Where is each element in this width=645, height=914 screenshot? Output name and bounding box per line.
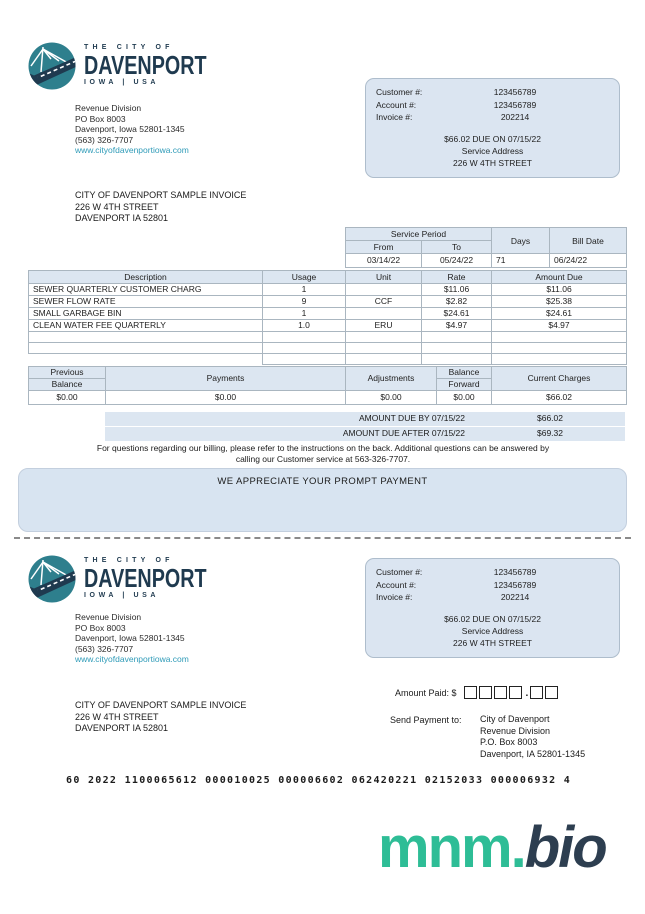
website-link[interactable]: www.cityofdavenportiowa.com — [75, 145, 189, 155]
payee-line: P.O. Box 8003 — [480, 737, 538, 747]
charge-rate: $24.61 — [422, 308, 492, 320]
mailing-line: CITY OF DAVENPORT SAMPLE INVOICE — [75, 190, 247, 200]
brand-block — [84, 557, 245, 599]
service-address-label: Service Address — [461, 625, 524, 636]
charge-unit: CCF — [346, 296, 422, 308]
charges-table — [28, 270, 627, 365]
charge-amount: $25.38 — [492, 296, 627, 308]
amount-paid-box[interactable] — [494, 686, 507, 699]
balance-forward-header-bottom: Forward — [437, 379, 492, 391]
usage-header: Usage — [263, 271, 346, 284]
bill-date-value: 06/24/22 — [550, 254, 627, 268]
days-value: 71 — [492, 254, 550, 268]
amount-due-after-value: $69.32 — [537, 428, 563, 438]
empty-row — [29, 332, 627, 343]
invoice-number-label: Invoice #: — [376, 112, 413, 122]
customer-number-label: Customer #: — [376, 87, 423, 97]
charge-description: SMALL GARBAGE BIN — [29, 308, 263, 320]
mailing-address — [75, 700, 246, 735]
amount-paid-box[interactable] — [509, 686, 522, 699]
division-line: Davenport, Iowa 52801-1345 — [75, 633, 185, 643]
brand-block — [84, 44, 245, 86]
watermark-green-text: mnm. — [378, 815, 525, 880]
customer-info-box — [365, 78, 620, 178]
invoice-number-value: 202214 — [500, 112, 530, 122]
amount-due-by-value: $66.02 — [537, 413, 563, 423]
amount-due-line: $66.02 DUE ON 07/15/22 — [444, 613, 541, 624]
service-period-table — [345, 227, 627, 268]
mailing-line: 226 W 4TH STREET — [75, 711, 159, 722]
mailing-line: DAVENPORT IA 52801 — [75, 723, 169, 733]
service-address-label: Service Address — [461, 145, 524, 156]
division-line: Revenue Division — [75, 612, 142, 622]
empty-row — [29, 343, 627, 354]
mailing-address — [75, 190, 246, 225]
invoice-number-label: Invoice #: — [376, 592, 413, 602]
charge-amount: $4.97 — [492, 320, 627, 332]
charge-usage: 9 — [263, 296, 346, 308]
payee-line: Davenport, IA 52801-1345 — [480, 748, 586, 759]
decimal-separator: . — [525, 688, 529, 699]
davenport-bridge-logo-icon — [28, 555, 76, 603]
current-charges-value: $66.02 — [492, 391, 627, 405]
charge-row — [29, 284, 627, 296]
charge-row — [29, 320, 627, 332]
charge-unit — [346, 308, 422, 320]
customer-number-label: Customer #: — [376, 567, 423, 577]
send-payment-label: Send Payment to: — [390, 715, 462, 725]
balance-table — [28, 366, 627, 405]
billing-note-line: For questions regarding our billing, please refer to the instructions on the back. Additional questions can be answered by — [96, 443, 550, 453]
mailing-line: CITY OF DAVENPORT SAMPLE INVOICE — [75, 700, 247, 710]
amount-paid-box[interactable] — [530, 686, 543, 699]
perforation-line — [14, 537, 631, 539]
micr-scan-line: 60 2022 1100065612 000010025 000006602 062420221 02152033 000006932 4 — [66, 775, 572, 786]
balance-forward-header-top: Balance — [437, 367, 492, 379]
service-period-header: Service Period — [346, 228, 492, 241]
to-header: To — [422, 241, 492, 254]
charge-rate: $4.97 — [422, 320, 492, 332]
current-charges-header: Current Charges — [492, 367, 627, 391]
mnm-bio-watermark — [378, 813, 606, 883]
empty-row — [29, 354, 627, 365]
unit-header: Unit — [346, 271, 422, 284]
charge-amount: $24.61 — [492, 308, 627, 320]
charge-description: SEWER FLOW RATE — [29, 296, 263, 308]
payee-line: Revenue Division — [480, 725, 551, 736]
description-header: Description — [29, 271, 263, 284]
payments-header: Payments — [106, 367, 346, 391]
charge-unit: ERU — [346, 320, 422, 332]
previous-balance-value: $0.00 — [29, 391, 106, 405]
amount-paid-box[interactable] — [479, 686, 492, 699]
division-line: (563) 326-7707 — [75, 134, 134, 145]
division-line: Revenue Division — [75, 103, 142, 113]
website-link[interactable]: www.cityofdavenportiowa.com — [75, 654, 189, 664]
brand-name: DAVENPORT — [84, 50, 207, 80]
charge-rate: $2.82 — [422, 296, 492, 308]
brand-tagline: IOWA | USA — [84, 592, 160, 599]
previous-balance-header-bottom: Balance — [29, 379, 106, 391]
account-number-value: 123456789 — [493, 99, 537, 110]
amount-due-by-label: AMOUNT DUE BY 07/15/22 — [359, 413, 465, 423]
balance-forward-value: $0.00 — [437, 391, 492, 405]
amount-paid-label: Amount Paid: $ — [395, 687, 457, 698]
charge-amount: $11.06 — [492, 284, 627, 296]
payments-value: $0.00 — [106, 391, 346, 405]
account-number-label: Account #: — [376, 99, 417, 110]
amount-due-header: Amount Due — [492, 271, 627, 284]
division-line: Davenport, Iowa 52801-1345 — [75, 124, 185, 134]
amount-paid-row — [395, 686, 560, 699]
rate-header: Rate — [422, 271, 492, 284]
customer-info-box — [365, 558, 620, 658]
charge-usage: 1.0 — [263, 320, 346, 332]
mailing-line: DAVENPORT IA 52801 — [75, 213, 169, 223]
charge-row — [29, 308, 627, 320]
payee-address — [480, 714, 585, 760]
amount-due-band — [105, 412, 625, 442]
amount-due-line: $66.02 DUE ON 07/15/22 — [444, 133, 541, 144]
customer-number-value: 123456789 — [493, 87, 537, 97]
from-header: From — [346, 241, 422, 254]
payee-line: City of Davenport — [480, 714, 550, 724]
charge-description: CLEAN WATER FEE QUARTERLY — [29, 320, 263, 332]
account-number-label: Account #: — [376, 579, 417, 590]
brand-the-city-of: THE CITY OF — [84, 557, 174, 564]
charge-usage: 1 — [263, 284, 346, 296]
days-header: Days — [492, 228, 550, 254]
customer-number-value: 123456789 — [493, 567, 537, 577]
billing-note-line: calling our Customer service at 563-326-7707. — [235, 453, 411, 464]
charge-description: SEWER QUARTERLY CUSTOMER CHARG — [29, 284, 263, 296]
brand-name: DAVENPORT — [84, 563, 207, 593]
bill-date-header: Bill Date — [550, 228, 627, 254]
to-value: 05/24/22 — [422, 254, 492, 268]
division-line: PO Box 8003 — [75, 622, 126, 633]
charge-unit — [346, 284, 422, 296]
davenport-bridge-logo-icon — [28, 42, 76, 90]
amount-paid-box[interactable] — [464, 686, 477, 699]
prompt-payment-banner: WE APPRECIATE YOUR PROMPT PAYMENT — [18, 468, 627, 532]
previous-balance-header-top: Previous — [29, 367, 106, 379]
division-address — [75, 103, 189, 156]
division-address — [75, 612, 189, 665]
amount-due-after-label: AMOUNT DUE AFTER 07/15/22 — [342, 428, 465, 438]
charge-row — [29, 296, 627, 308]
amount-paid-box[interactable] — [545, 686, 558, 699]
mailing-line: 226 W 4TH STREET — [75, 201, 159, 212]
adjustments-header: Adjustments — [346, 367, 437, 391]
from-value: 03/14/22 — [346, 254, 422, 268]
account-number-value: 123456789 — [493, 579, 537, 590]
brand-the-city-of: THE CITY OF — [84, 44, 174, 51]
brand-tagline: IOWA | USA — [84, 79, 160, 86]
service-address-value: 226 W 4TH STREET — [453, 157, 532, 168]
charge-usage: 1 — [263, 308, 346, 320]
division-line: PO Box 8003 — [75, 113, 126, 124]
service-address-value: 226 W 4TH STREET — [453, 637, 532, 648]
watermark-navy-text: bio — [524, 815, 606, 880]
division-line: (563) 326-7707 — [75, 643, 134, 654]
invoice-number-value: 202214 — [500, 592, 530, 602]
charge-rate: $11.06 — [422, 284, 492, 296]
adjustments-value: $0.00 — [346, 391, 437, 405]
billing-note — [30, 443, 616, 464]
